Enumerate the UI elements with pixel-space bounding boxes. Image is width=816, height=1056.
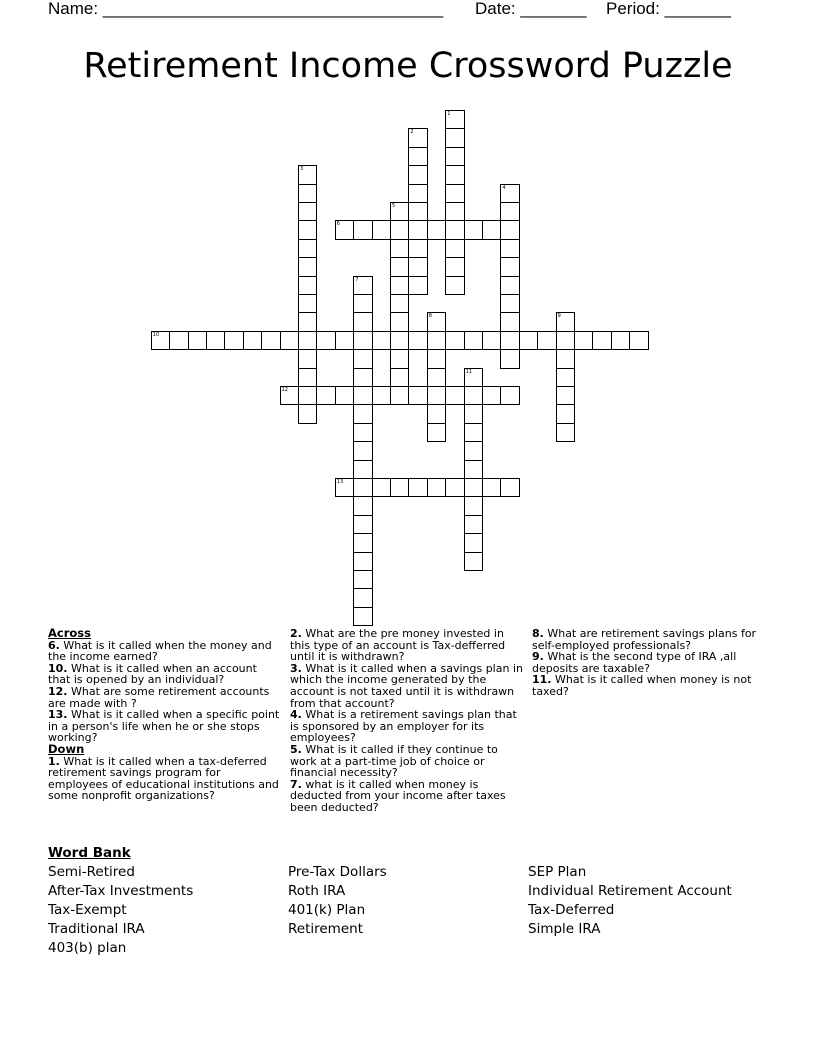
grid-cell[interactable] [427, 331, 446, 350]
grid-cell[interactable] [408, 202, 427, 221]
clue-text: What is it called when a tax-deferred retirement savings program for employees of educational institutions and some nonprofit organizations? [48, 754, 279, 803]
grid-cell[interactable] [298, 349, 317, 368]
grid-cell[interactable] [390, 220, 409, 239]
grid-cell[interactable] [353, 496, 372, 515]
grid-cell[interactable] [390, 239, 409, 258]
grid-cell[interactable] [408, 331, 427, 350]
word-bank-item: Tax-Exempt [48, 902, 127, 918]
grid-cell[interactable] [353, 478, 372, 497]
clue-text: What are the pre money invested in this type of an account is Tax-defferred until it is withdrawn? [290, 627, 506, 664]
grid-cell[interactable] [335, 386, 354, 405]
grid-cell[interactable] [353, 533, 372, 552]
word-bank-item: After-Tax Investments [48, 883, 194, 899]
grid-cell[interactable] [243, 331, 262, 350]
grid-cell[interactable] [353, 294, 372, 313]
clue-number: 1. [48, 754, 60, 768]
grid-cell[interactable] [298, 239, 317, 258]
clue-number: 6. [48, 638, 60, 652]
grid-cell[interactable] [390, 294, 409, 313]
grid-cell[interactable] [353, 349, 372, 368]
grid-cell[interactable] [353, 570, 372, 589]
grid-cell[interactable] [372, 331, 391, 350]
clue-text: What is it called when a savings plan in which the income generated by the account is not taxed until it is withdrawn from that account? [290, 661, 523, 710]
grid-cell[interactable] [445, 165, 464, 184]
grid-cell[interactable] [353, 404, 372, 423]
grid-cell[interactable] [280, 386, 299, 405]
grid-cell[interactable] [298, 165, 317, 184]
clue-item [48, 709, 280, 744]
grid-cell[interactable] [298, 294, 317, 313]
grid-cell[interactable] [519, 331, 538, 350]
clue-item [290, 709, 526, 744]
grid-cell[interactable] [445, 239, 464, 258]
clue-item [532, 674, 768, 697]
grid-cell[interactable] [372, 220, 391, 239]
down-heading: Down [48, 741, 85, 756]
cell-number: 6 [336, 221, 340, 228]
grid-cell[interactable] [464, 368, 483, 387]
grid-cell[interactable] [353, 515, 372, 534]
grid-cell[interactable] [500, 257, 519, 276]
clue-number: 11. [532, 673, 552, 687]
cell-number: 5 [392, 203, 396, 209]
grid-cell[interactable] [390, 386, 409, 405]
grid-cell[interactable] [390, 257, 409, 276]
cell-number: 3 [300, 166, 304, 173]
grid-cell[interactable] [206, 331, 225, 350]
period-field[interactable]: Period: _______ [606, 0, 731, 18]
grid-cell[interactable] [316, 386, 335, 405]
grid-cell[interactable] [408, 239, 427, 258]
word-bank-item: Tax-Deferred [528, 902, 615, 918]
grid-cell[interactable] [500, 386, 519, 405]
grid-cell[interactable] [482, 220, 501, 239]
clue-text: What is it called if they continue to work at a part-time job of choice or financial necessity? [290, 742, 498, 780]
grid-cell[interactable] [556, 349, 575, 368]
cell-number: 8 [428, 313, 432, 320]
clues-column-1 [48, 628, 280, 802]
grid-cell[interactable] [353, 588, 372, 607]
grid-cell[interactable] [298, 220, 317, 239]
grid-cell[interactable] [464, 220, 483, 239]
cell-number: 1 [447, 111, 451, 117]
grid-cell[interactable] [390, 368, 409, 387]
grid-cell[interactable] [537, 331, 556, 350]
grid-cell[interactable] [298, 386, 317, 405]
down-clue-list-3 [532, 628, 768, 698]
word-bank-item: Retirement [288, 921, 363, 937]
grid-cell[interactable] [427, 386, 446, 405]
grid-cell[interactable] [408, 165, 427, 184]
grid-cell[interactable] [335, 478, 354, 497]
clue-item [290, 779, 526, 814]
grid-cell[interactable] [427, 368, 446, 387]
cell-number: 9 [557, 313, 561, 320]
grid-cell[interactable] [445, 110, 464, 129]
down-clue-list-2 [290, 628, 526, 814]
grid-cell[interactable] [500, 478, 519, 497]
clue-number: 7. [290, 777, 302, 791]
grid-cell[interactable] [353, 276, 372, 295]
clue-text: What is it called when a specific point in a person's life when he or she stops working? [48, 708, 280, 745]
grid-cell[interactable] [464, 404, 483, 423]
grid-cell[interactable] [464, 533, 483, 552]
grid-cell[interactable] [427, 312, 446, 331]
word-bank-item: Simple IRA [528, 921, 601, 937]
grid-cell[interactable] [353, 368, 372, 387]
grid-cell[interactable] [445, 478, 464, 497]
grid-cell[interactable] [353, 386, 372, 405]
name-field[interactable]: Name: ____________________________________ [48, 0, 444, 18]
grid-cell[interactable] [316, 331, 335, 350]
grid-cell[interactable] [629, 331, 648, 350]
grid-cell[interactable] [464, 496, 483, 515]
cell-number: 11 [465, 368, 472, 375]
clue-item [290, 744, 526, 779]
grid-cell[interactable] [353, 460, 372, 479]
grid-cell[interactable] [390, 202, 409, 221]
grid-cell[interactable] [353, 607, 372, 626]
word-bank-item: Traditional IRA [48, 921, 145, 937]
clue-text: What is it called when an account that is opened by an individual? [48, 661, 257, 687]
cell-number: 13 [336, 479, 344, 485]
clue-number: 12. [48, 684, 68, 698]
down-clue-list-1 [48, 756, 280, 802]
word-bank-column-1 [48, 863, 193, 958]
grid-cell[interactable] [408, 276, 427, 295]
grid-cell[interactable] [353, 220, 372, 239]
word-bank-item: Pre-Tax Dollars [288, 864, 387, 880]
grid-cell[interactable] [464, 423, 483, 442]
grid-cell[interactable] [224, 331, 243, 350]
grid-cell[interactable] [298, 184, 317, 203]
word-bank-column-2 [288, 863, 387, 939]
clues-column-3 [532, 628, 768, 698]
clue-text: what is it called when money is deducted from your income after taxes been deducted? [290, 777, 506, 814]
grid-cell[interactable] [335, 220, 354, 239]
grid-cell[interactable] [335, 331, 354, 350]
grid-cell[interactable] [353, 423, 372, 442]
word-bank-item: 401(k) Plan [288, 902, 366, 918]
grid-cell[interactable] [500, 294, 519, 313]
grid-cell[interactable] [482, 331, 501, 350]
grid-cell[interactable] [464, 460, 483, 479]
grid-cell[interactable] [169, 331, 188, 350]
clue-number: 5. [290, 742, 302, 756]
grid-cell[interactable] [445, 202, 464, 221]
clue-text: What are some retirement accounts are made with ? [48, 684, 270, 710]
grid-cell[interactable] [556, 331, 575, 350]
word-bank-item: SEP Plan [528, 864, 587, 880]
grid-cell[interactable] [408, 478, 427, 497]
grid-cell[interactable] [298, 312, 317, 331]
grid-cell[interactable] [445, 331, 464, 350]
cell-number: 4 [502, 184, 506, 191]
grid-cell[interactable] [592, 331, 611, 350]
clue-text: What is a retirement savings plan that is sponsored by an employer for its employees? [290, 708, 517, 745]
grid-cell[interactable] [353, 552, 372, 571]
grid-cell[interactable] [390, 349, 409, 368]
grid-cell[interactable] [445, 184, 464, 203]
clue-number: 8. [532, 627, 544, 640]
word-bank-column-3 [528, 863, 732, 939]
grid-cell[interactable] [445, 147, 464, 166]
grid-cell[interactable] [574, 331, 593, 350]
grid-cell[interactable] [500, 276, 519, 295]
puzzle-title: Retirement Income Crossword Puzzle [83, 46, 733, 86]
grid-cell[interactable] [427, 349, 446, 368]
grid-cell[interactable] [408, 147, 427, 166]
grid-cell[interactable] [482, 386, 501, 405]
grid-cell[interactable] [151, 331, 170, 350]
clue-item [290, 663, 526, 709]
clue-text: What is the second type of IRA ,all deposits are taxable? [532, 650, 737, 675]
grid-cell[interactable] [280, 331, 299, 350]
grid-cell[interactable] [464, 386, 483, 405]
word-bank-item: Roth IRA [288, 883, 346, 899]
clue-number: 4. [290, 708, 302, 722]
grid-cell[interactable] [390, 331, 409, 350]
across-heading: Across [48, 626, 91, 640]
grid-cell[interactable] [500, 239, 519, 258]
grid-cell[interactable] [427, 404, 446, 423]
clue-number: 2. [290, 627, 302, 640]
grid-cell[interactable] [500, 349, 519, 368]
clue-number: 10. [48, 661, 68, 675]
grid-cell[interactable] [464, 478, 483, 497]
grid-cell[interactable] [298, 331, 317, 350]
clues-column-2 [290, 628, 526, 814]
clue-number: 13. [48, 708, 68, 722]
grid-cell[interactable] [427, 478, 446, 497]
grid-cell[interactable] [445, 128, 464, 147]
grid-cell[interactable] [556, 386, 575, 405]
grid-cell[interactable] [408, 184, 427, 203]
grid-cell[interactable] [372, 386, 391, 405]
grid-cell[interactable] [353, 441, 372, 460]
grid-cell[interactable] [390, 276, 409, 295]
clue-text: What is it called when money is not taxed? [532, 673, 752, 698]
word-bank-title: Word Bank [48, 845, 131, 861]
grid-cell[interactable] [427, 220, 446, 239]
grid-cell[interactable] [408, 128, 427, 147]
grid-cell[interactable] [464, 331, 483, 350]
clue-item [532, 628, 768, 651]
grid-cell[interactable] [353, 331, 372, 350]
grid-cell[interactable] [408, 386, 427, 405]
word-bank-item: Semi-Retired [48, 864, 135, 880]
clue-item [48, 663, 280, 686]
grid-cell[interactable] [500, 202, 519, 221]
cell-number: 10 [152, 331, 160, 338]
grid-cell[interactable] [390, 312, 409, 331]
grid-cell[interactable] [556, 368, 575, 387]
grid-cell[interactable] [445, 386, 464, 405]
clue-number: 9. [532, 650, 544, 664]
grid-cell[interactable] [500, 184, 519, 203]
grid-cell[interactable] [298, 276, 317, 295]
student-info-header [48, 0, 778, 20]
grid-cell[interactable] [298, 202, 317, 221]
cell-number: 2 [410, 129, 414, 136]
grid-cell[interactable] [445, 257, 464, 276]
word-bank-item: 403(b) plan [48, 940, 127, 956]
clue-text: What is it called when the money and the income earned? [48, 638, 272, 664]
grid-cell[interactable] [464, 552, 483, 571]
grid-cell[interactable] [445, 276, 464, 295]
grid-cell[interactable] [298, 368, 317, 387]
clue-text: What are retirement savings plans for self-employed professionals? [532, 627, 757, 652]
grid-cell[interactable] [427, 423, 446, 442]
across-clue-list [48, 640, 280, 744]
clue-item [48, 686, 280, 709]
clue-item [532, 651, 768, 674]
grid-cell[interactable] [464, 441, 483, 460]
grid-cell[interactable] [556, 404, 575, 423]
clue-item [290, 628, 526, 663]
grid-cell[interactable] [500, 220, 519, 239]
grid-cell[interactable] [556, 423, 575, 442]
grid-cell[interactable] [445, 220, 464, 239]
grid-cell[interactable] [298, 257, 317, 276]
grid-cell[interactable] [372, 478, 391, 497]
clue-item [48, 756, 280, 802]
grid-cell[interactable] [353, 312, 372, 331]
date-field[interactable]: Date: _______ [475, 0, 587, 18]
grid-cell[interactable] [298, 404, 317, 423]
grid-cell[interactable] [390, 478, 409, 497]
grid-cell[interactable] [261, 331, 280, 350]
grid-cell[interactable] [500, 331, 519, 350]
grid-cell[interactable] [188, 331, 207, 350]
clue-number: 3. [290, 661, 302, 675]
grid-cell[interactable] [408, 257, 427, 276]
grid-cell[interactable] [611, 331, 630, 350]
clue-item [48, 640, 280, 663]
grid-cell[interactable] [408, 220, 427, 239]
grid-cell[interactable] [482, 478, 501, 497]
cell-number: 12 [281, 387, 288, 393]
grid-cell[interactable] [500, 312, 519, 331]
grid-cell[interactable] [464, 515, 483, 534]
word-bank-item: Individual Retirement Account [528, 883, 732, 899]
grid-cell[interactable] [556, 312, 575, 331]
cell-number: 7 [355, 276, 359, 283]
